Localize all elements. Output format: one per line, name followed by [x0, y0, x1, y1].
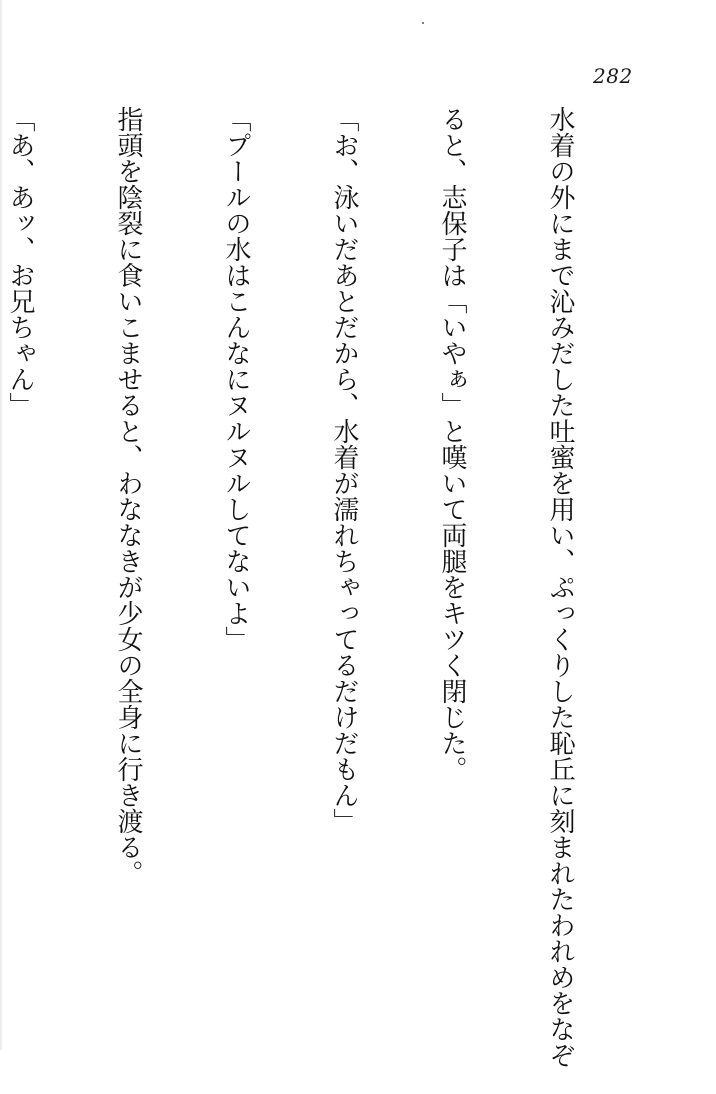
scan-speck	[422, 22, 424, 24]
text-line: 水着の外にまで沁みだした吐蜜を用い、ぷっくりした恥丘に刻まれたわれめをなぞ	[545, 106, 575, 1068]
page-number: 282	[593, 64, 633, 88]
text-line: 「プールの水はこんなにヌルヌルしてないよ」	[221, 106, 251, 652]
vertical-text-body	[5, 106, 650, 1068]
text-line: ると、志保子は「いやぁ」と嘆いて両腿をキツく閉じた。	[437, 106, 467, 782]
text-line: 指頭を陰裂に食いこませると、わななきが少女の全身に行き渡る。	[113, 106, 143, 886]
text-line: 「あ、あッ、お兄ちゃん」	[5, 106, 35, 418]
text-line: 「お、泳いだあとだから、水着が濡れちゃってるだけだもん」	[329, 106, 359, 834]
